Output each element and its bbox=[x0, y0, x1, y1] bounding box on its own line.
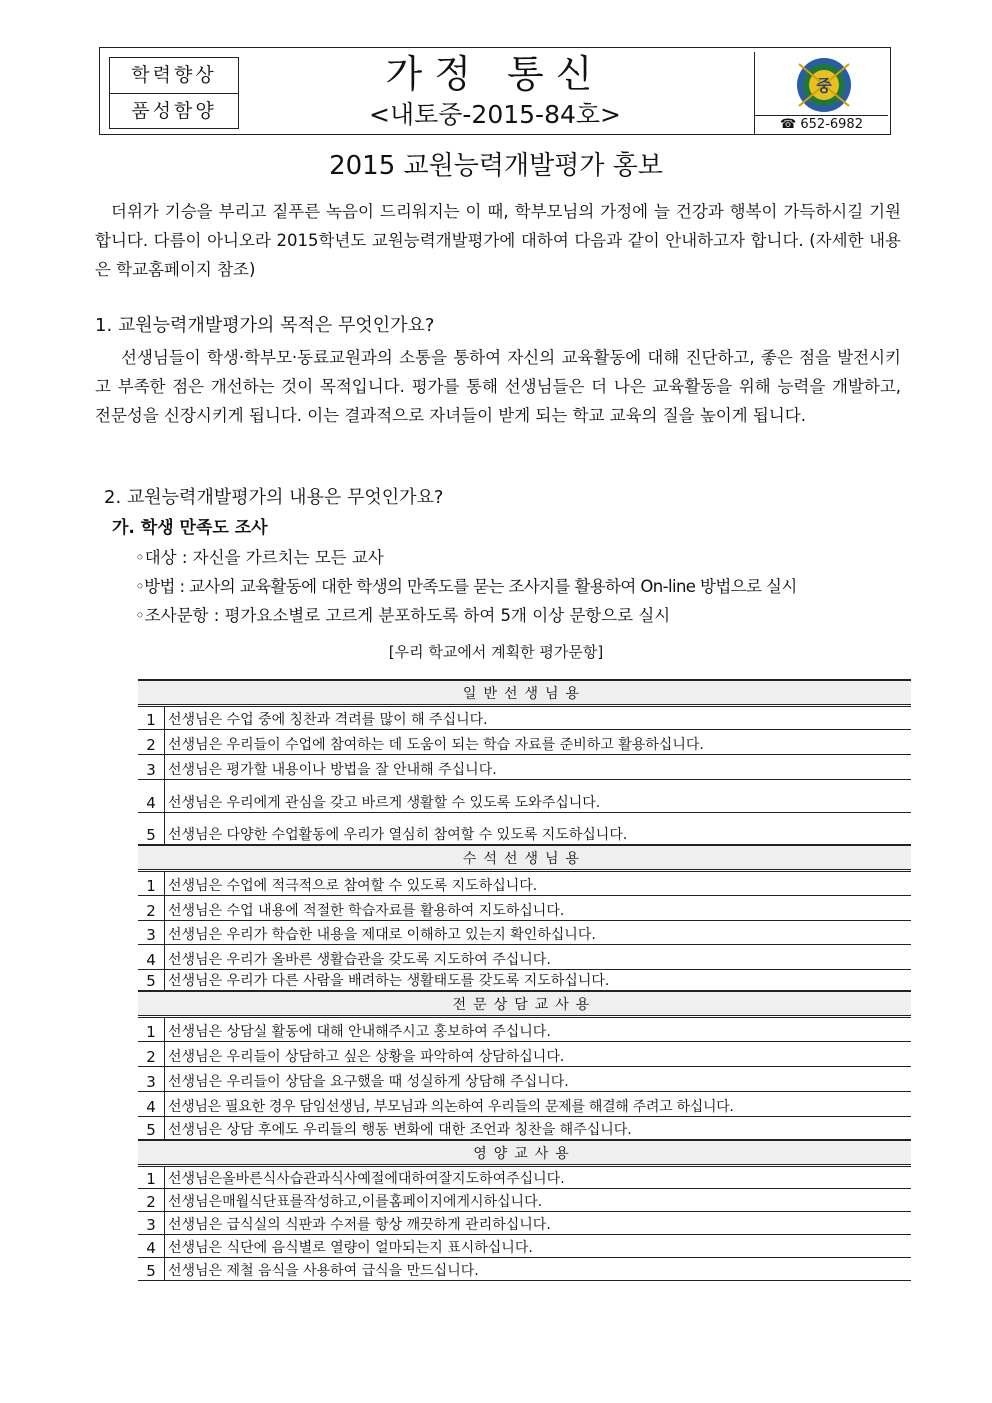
newsletter-title: 가정 통신 bbox=[385, 52, 605, 96]
motto-box bbox=[109, 57, 239, 129]
table-row bbox=[138, 1257, 911, 1280]
evaluation-questions-table bbox=[138, 679, 911, 1281]
table-row bbox=[138, 920, 911, 944]
section-2-subheading: 가. 학생 만족도 조사 bbox=[112, 518, 268, 538]
table-section-header bbox=[138, 1140, 911, 1165]
table-row bbox=[138, 705, 911, 729]
table-section-header bbox=[138, 991, 911, 1016]
question-text: 선생님은 상담실 활동에 대해 안내해주시고 홍보하여 주십니다. bbox=[165, 1016, 912, 1041]
section-title: 수석선생님용 bbox=[138, 845, 911, 870]
question-text: 선생님은 급식실의 식판과 수저를 항상 깨끗하게 관리하십니다. bbox=[165, 1211, 912, 1234]
intro-paragraph: 더위가 기승을 부리고 짙푸른 녹음이 드리워지는 이 때, 학부모님의 가정에 늘 건강과 행복이 가득하시길 기원합니다. 다름이 아니오라 2015학년도 교원능력개발평가에 대하여 다음과 같이 안내하고자 합니다. (자세한 내용은 학교홈페이지 참조) bbox=[95, 202, 901, 279]
table-section-header bbox=[138, 845, 911, 870]
question-text: 선생님은 제철 음식을 사용하여 급식을 만드십니다. bbox=[165, 1257, 912, 1280]
question-text: 선생님은 식단에 음식별로 열량이 얼마되는지 표시하십니다. bbox=[165, 1234, 912, 1257]
table-row bbox=[138, 1041, 911, 1066]
question-number: 3 bbox=[138, 920, 165, 944]
section-1-body: 선생님들이 학생·학부모·동료교원과의 소통을 통하여 자신의 교육활동에 대해 진단하고, 좋은 점을 발전시키고 부족한 점은 개선하는 것이 목적입니다. 평가를 통해 선생님들은 더 나은 교육활동을 위해 능력을 개발하고, 전문성을 신장시키게 됩니다. 이는 결과적으로 자녀들이 받게 되는 학교 교육의 질을 높이게 됩니다. bbox=[95, 348, 901, 425]
table-row bbox=[138, 1234, 911, 1257]
question-number: 5 bbox=[138, 812, 165, 845]
question-text: 선생님은 필요한 경우 담임선생님, 부모님과 의논하여 우리들의 문제를 해결해 주려고 하십니다. bbox=[165, 1091, 912, 1116]
phone-number: 652-6982 bbox=[800, 117, 863, 132]
bullet-target: ◦대상 : 자신을 가르치는 모든 교사 bbox=[135, 548, 384, 567]
question-text: 선생님은 상담 후에도 우리들의 행동 변화에 대한 조언과 칭찬을 해주십니다. bbox=[165, 1116, 912, 1140]
question-text: 선생님은 수업에 적극적으로 참여할 수 있도록 지도하십니다. bbox=[165, 870, 912, 895]
question-text: 선생님은 우리들이 상담을 요구했을 때 성실하게 상담해 주십니다. bbox=[165, 1066, 912, 1091]
emblem-text: 중 bbox=[816, 76, 832, 95]
question-number: 4 bbox=[138, 1091, 165, 1116]
table-row bbox=[138, 870, 911, 895]
table-row bbox=[138, 1016, 911, 1041]
question-text: 선생님은올바른식사습관과식사예절에대하여잘지도하여주십니다. bbox=[165, 1165, 912, 1188]
question-number: 1 bbox=[138, 1165, 165, 1188]
table-row bbox=[138, 812, 911, 845]
question-number: 2 bbox=[138, 895, 165, 920]
question-number: 2 bbox=[138, 1041, 165, 1066]
table-caption: [우리 학교에서 계획한 평가문항] bbox=[388, 643, 604, 661]
logo-box bbox=[754, 52, 888, 134]
question-text: 선생님은 우리에게 관심을 갖고 바르게 생활할 수 있도록 도와주십니다. bbox=[165, 779, 912, 812]
question-text: 선생님은매월식단표를작성하고,이를홈페이지에게시하십니다. bbox=[165, 1188, 912, 1211]
section-1-heading: 1. 교원능력개발평가의 목적은 무엇인가요? bbox=[95, 315, 435, 336]
document-title: 2015 교원능력개발평가 홍보 bbox=[329, 151, 663, 181]
table-row bbox=[138, 1188, 911, 1211]
school-emblem-icon bbox=[793, 56, 855, 114]
question-number: 1 bbox=[138, 870, 165, 895]
motto-line: 학력향상 bbox=[110, 58, 238, 94]
document-header bbox=[99, 47, 891, 135]
table-row bbox=[138, 1066, 911, 1091]
question-number: 3 bbox=[138, 1066, 165, 1091]
question-text: 선생님은 우리들이 상담하고 싶은 상황을 파악하여 상담하십니다. bbox=[165, 1041, 912, 1066]
bullet-items: ◦조사문항 : 평가요소별로 고르게 분포하도록 하여 5개 이상 문항으로 실시 bbox=[135, 606, 671, 625]
question-number: 4 bbox=[138, 1234, 165, 1257]
question-text: 선생님은 다양한 수업활동에 우리가 열심히 참여할 수 있도록 지도하십니다. bbox=[165, 812, 912, 845]
motto-line: 품성함양 bbox=[131, 100, 217, 122]
question-number: 4 bbox=[138, 779, 165, 812]
table-row bbox=[138, 895, 911, 920]
question-number: 5 bbox=[138, 1116, 165, 1140]
question-number: 3 bbox=[138, 754, 165, 779]
table-row bbox=[138, 729, 911, 754]
question-number: 2 bbox=[138, 1188, 165, 1211]
question-text: 선생님은 평가할 내용이나 방법을 잘 안내해 주십니다. bbox=[165, 754, 912, 779]
question-text: 선생님은 수업 내용에 적절한 학습자료를 활용하여 지도하십니다. bbox=[165, 895, 912, 920]
table-row bbox=[138, 779, 911, 812]
section-title: 영양교사용 bbox=[138, 1140, 911, 1165]
section-title: 전문상담교사용 bbox=[138, 991, 911, 1016]
table-row bbox=[138, 944, 911, 969]
table-section-header bbox=[138, 680, 911, 705]
question-text: 선생님은 우리가 올바른 생활습관을 갖도록 지도하여 주십니다. bbox=[165, 944, 912, 969]
question-number: 1 bbox=[138, 705, 165, 729]
question-number: 1 bbox=[138, 1016, 165, 1041]
table-row bbox=[138, 1091, 911, 1116]
issue-number: <내토중-2015-84호> bbox=[369, 100, 621, 129]
table-row bbox=[138, 1116, 911, 1140]
table-row bbox=[138, 754, 911, 779]
section-title: 일반선생님용 bbox=[138, 680, 911, 705]
question-number: 2 bbox=[138, 729, 165, 754]
section-2-heading: 2. 교원능력개발평가의 내용은 무엇인가요? bbox=[104, 487, 444, 508]
question-text: 선생님은 수업 중에 칭찬과 격려를 많이 해 주십니다. bbox=[165, 705, 912, 729]
question-text: 선생님은 우리가 다른 사람을 배려하는 생활태도를 갖도록 지도하십니다. bbox=[165, 969, 912, 991]
question-number: 3 bbox=[138, 1211, 165, 1234]
table-row bbox=[138, 1165, 911, 1188]
phone-icon: ☎ bbox=[780, 117, 797, 132]
question-number: 5 bbox=[138, 1257, 165, 1280]
phone-row bbox=[755, 115, 888, 134]
question-text: 선생님은 우리들이 수업에 참여하는 데 도움이 되는 학습 자료를 준비하고 활용하십니다. bbox=[165, 729, 912, 754]
table-row bbox=[138, 969, 911, 991]
question-number: 4 bbox=[138, 944, 165, 969]
table-row bbox=[138, 1211, 911, 1234]
question-text: 선생님은 우리가 학습한 내용을 제대로 이해하고 있는지 확인하십니다. bbox=[165, 920, 912, 944]
question-number: 5 bbox=[138, 969, 165, 991]
bullet-method: ◦방법 : 교사의 교육활동에 대한 학생의 만족도를 묻는 조사지를 활용하여 On-line 방법으로 실시 bbox=[135, 577, 797, 596]
